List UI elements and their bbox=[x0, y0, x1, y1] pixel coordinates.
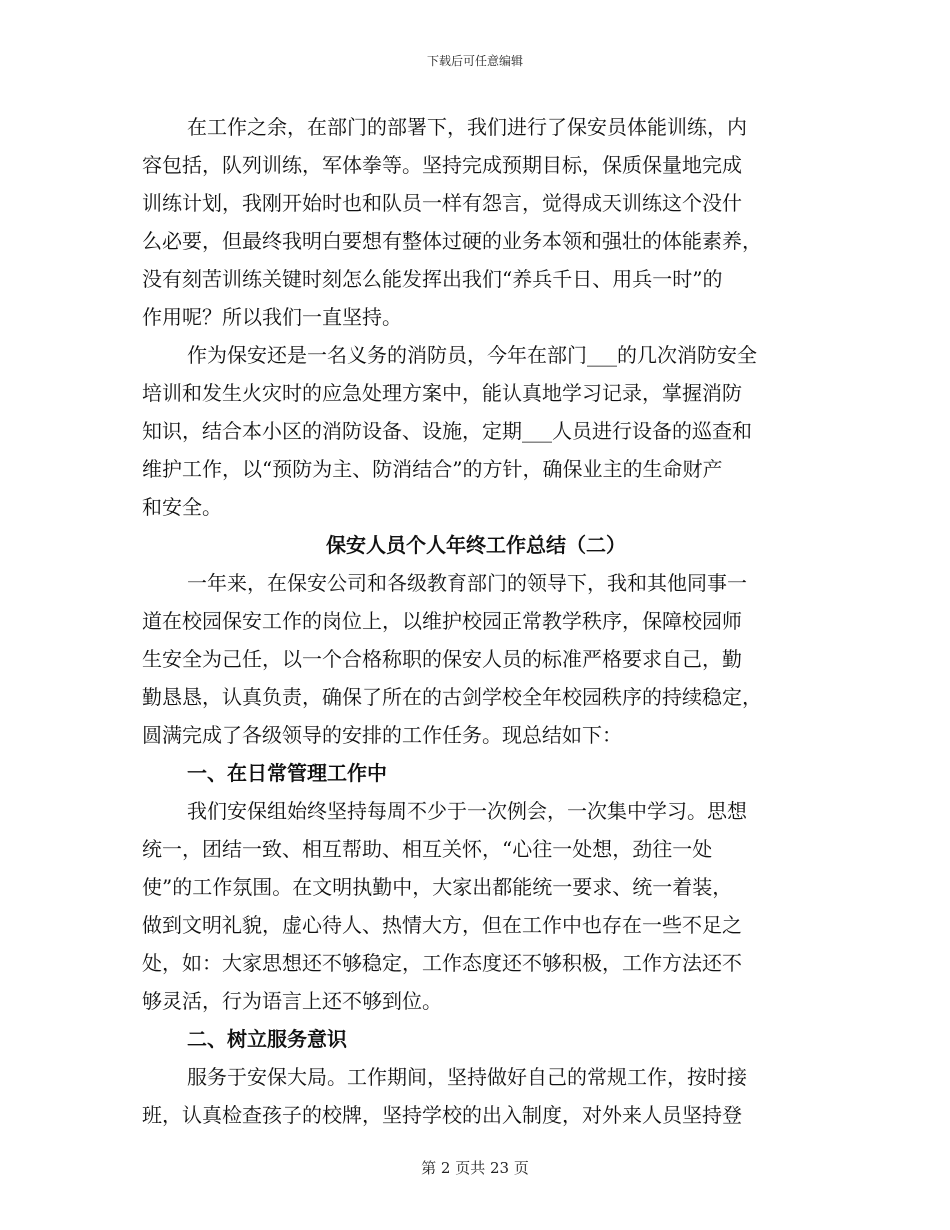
section-heading: 二、树立服务意识 bbox=[187, 1027, 347, 1051]
text-line: 知识，结合本小区的消防设备、设施，定期___人员进行设备的巡查和 bbox=[142, 419, 752, 443]
text-line: 做到文明礼貌，虚心待人、热情大方，但在工作中也存在一些不足之 bbox=[142, 913, 742, 937]
text-line: 训练计划，我刚开始时也和队员一样有怨言，觉得成天训练这个没什 bbox=[142, 191, 742, 215]
section-title: 保安人员个人年终工作总结（二） bbox=[326, 533, 626, 557]
text-line: 我们安保组始终坚持每周不少于一次例会，一次集中学习。思想 bbox=[187, 799, 747, 823]
page-footer: 第 2 页共 23 页 bbox=[421, 1159, 529, 1177]
text-line: 容包括，队列训练，军体拳等。坚持完成预期目标，保质保量地完成 bbox=[142, 153, 742, 177]
page-header: 下载后可任意编辑 bbox=[426, 54, 523, 68]
text-line: 服务于安保大局。工作期间，坚持做好自己的常规工作，按时接 bbox=[187, 1065, 747, 1089]
text-line: 道在校园保安工作的岗位上，以维护校园正常教学秩序，保障校园师 bbox=[142, 609, 742, 633]
text-line: 和安全。 bbox=[142, 495, 222, 519]
text-line: 作为保安还是一名义务的消防员，今年在部门___的几次消防安全 bbox=[187, 343, 757, 367]
text-line: 圆满完成了各级领导的安排的工作任务。现总结如下： bbox=[142, 723, 622, 747]
section-heading: 一、在日常管理工作中 bbox=[187, 761, 387, 785]
document-body bbox=[142, 108, 810, 1134]
text-line: 生安全为己任，以一个合格称职的保安人员的标准严格要求自己，勤 bbox=[142, 647, 742, 671]
text-line: 没有刻苦训练关键时刻怎么能发挥出我们“养兵千日、用兵一时”的 bbox=[142, 267, 723, 291]
text-line: 使”的工作氛围。在文明执勤中，大家出都能统一要求、统一着装， bbox=[142, 875, 733, 899]
text-line: 一年来，在保安公司和各级教育部门的领导下，我和其他同事一 bbox=[187, 571, 747, 595]
text-line: 维护工作，以“预防为主、防消结合”的方针，确保业主的生命财产 bbox=[142, 457, 723, 481]
text-line: 作用呢？所以我们一直坚持。 bbox=[142, 305, 402, 329]
text-line: 班，认真检查孩子的校牌，坚持学校的出入制度，对外来人员坚持登 bbox=[142, 1103, 742, 1127]
text-line: 勤恳恳，认真负责，确保了所在的古剑学校全年校园秩序的持续稳定， bbox=[142, 685, 762, 709]
text-line: 统一，团结一致、相互帮助、相互关怀，“心往一处想，劲往一处 bbox=[142, 837, 713, 861]
text-line: 处，如：大家思想还不够稳定，工作态度还不够积极，工作方法还不 bbox=[142, 951, 742, 975]
text-line: 在工作之余，在部门的部署下，我们进行了保安员体能训练，内 bbox=[187, 115, 747, 139]
text-line: 么必要，但最终我明白要想有整体过硬的业务本领和强壮的体能素养， bbox=[142, 229, 762, 253]
text-line: 够灵活，行为语言上还不够到位。 bbox=[142, 989, 442, 1013]
text-line: 培训和发生火灾时的应急处理方案中，能认真地学习记录，掌握消防 bbox=[142, 381, 742, 405]
